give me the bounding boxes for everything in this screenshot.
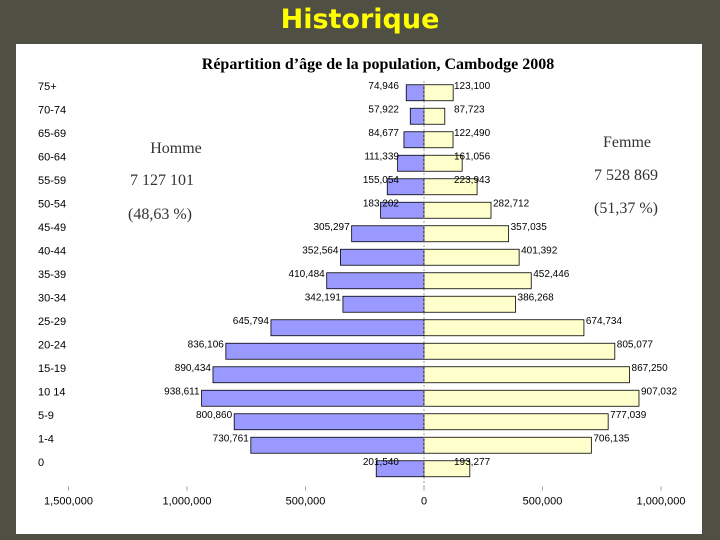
value-label-homme-3: 111,339 bbox=[364, 151, 399, 163]
bar-homme-8 bbox=[327, 273, 424, 289]
female-share: (51,37 %) bbox=[594, 200, 658, 217]
bar-femme-2 bbox=[424, 132, 453, 148]
bar-homme-7 bbox=[340, 249, 424, 265]
population-pyramid-chart bbox=[16, 44, 702, 534]
age-label-4: 55-59 bbox=[38, 174, 67, 187]
value-label-homme-9: 342,191 bbox=[304, 292, 341, 304]
age-labels-group bbox=[38, 81, 66, 469]
bar-homme-14 bbox=[234, 414, 424, 430]
bar-homme-13 bbox=[202, 390, 424, 406]
male-total: 7 127 101 bbox=[130, 172, 194, 189]
value-label-homme-16: 201,540 bbox=[362, 456, 399, 468]
value-label-femme-12: 867,250 bbox=[631, 362, 668, 374]
age-label-9: 30-34 bbox=[38, 292, 67, 305]
value-label-femme-3: 161,056 bbox=[454, 151, 491, 163]
bar-homme-10 bbox=[271, 320, 424, 336]
age-label-7: 40-44 bbox=[38, 245, 67, 258]
age-label-1: 70-74 bbox=[38, 104, 67, 117]
bar-femme-13 bbox=[424, 390, 639, 406]
x-tick-label-2: 500,000 bbox=[285, 495, 326, 508]
bar-homme-15 bbox=[251, 437, 424, 453]
value-label-femme-11: 805,077 bbox=[616, 339, 653, 351]
value-label-homme-11: 836,106 bbox=[187, 339, 224, 351]
value-label-femme-15: 706,135 bbox=[593, 433, 630, 445]
chart-title: Répartition d’âge de la population, Cambodge 2008 bbox=[201, 56, 555, 73]
value-label-homme-5: 183,202 bbox=[362, 198, 399, 210]
x-tick-label-1: 1,000,000 bbox=[162, 495, 212, 508]
value-label-femme-4: 223,943 bbox=[454, 174, 491, 186]
value-label-homme-6: 305,297 bbox=[313, 221, 350, 233]
value-label-homme-2: 84,677 bbox=[368, 127, 399, 139]
bar-homme-12 bbox=[213, 367, 424, 383]
age-label-5: 50-54 bbox=[38, 198, 67, 211]
bar-femme-6 bbox=[424, 226, 509, 242]
value-label-homme-13: 938,611 bbox=[164, 386, 200, 398]
age-label-16: 0 bbox=[38, 456, 45, 469]
value-label-homme-7: 352,564 bbox=[302, 245, 339, 257]
value-label-femme-1: 87,723 bbox=[454, 104, 485, 116]
age-label-2: 65-69 bbox=[38, 127, 67, 140]
value-label-homme-15: 730,761 bbox=[212, 433, 249, 445]
female-label: Femme bbox=[603, 134, 651, 151]
bar-femme-7 bbox=[424, 249, 519, 265]
male-share: (48,63 %) bbox=[128, 206, 192, 223]
bar-homme-0 bbox=[406, 85, 424, 101]
x-tick-label-0: 1,500,000 bbox=[44, 495, 93, 508]
bar-homme-6 bbox=[352, 226, 424, 242]
age-label-14: 5-9 bbox=[38, 409, 54, 422]
bar-homme-2 bbox=[404, 132, 424, 148]
value-label-femme-8: 452,446 bbox=[533, 268, 570, 280]
x-tick-label-3: 0 bbox=[420, 495, 428, 508]
bar-femme-12 bbox=[424, 367, 630, 383]
value-label-femme-6: 357,035 bbox=[510, 221, 547, 233]
x-tick-label-5: 1,000,000 bbox=[636, 495, 686, 508]
age-label-6: 45-49 bbox=[38, 221, 67, 234]
female-total: 7 528 869 bbox=[594, 167, 658, 184]
bar-femme-8 bbox=[424, 273, 531, 289]
bar-femme-0 bbox=[424, 85, 453, 101]
value-label-homme-0: 74,946 bbox=[368, 80, 399, 92]
value-label-femme-5: 282,712 bbox=[493, 198, 530, 210]
value-label-homme-14: 800,860 bbox=[196, 409, 233, 421]
bar-homme-1 bbox=[410, 108, 424, 124]
value-label-femme-14: 777,039 bbox=[610, 409, 647, 421]
age-label-11: 20-24 bbox=[38, 339, 67, 352]
bars-group bbox=[202, 85, 639, 477]
chart-panel bbox=[16, 44, 702, 534]
bar-femme-11 bbox=[424, 343, 615, 359]
value-label-homme-12: 890,434 bbox=[174, 362, 211, 374]
bar-femme-15 bbox=[424, 437, 591, 453]
age-label-15: 1-4 bbox=[38, 433, 54, 446]
age-label-8: 35-39 bbox=[38, 268, 67, 281]
bar-homme-11 bbox=[226, 343, 424, 359]
age-label-0: 75+ bbox=[38, 80, 57, 93]
value-label-femme-0: 123,100 bbox=[454, 80, 491, 92]
bar-homme-3 bbox=[398, 155, 424, 171]
value-label-femme-7: 401,392 bbox=[521, 245, 558, 257]
value-label-homme-1: 57,922 bbox=[368, 104, 399, 116]
bar-femme-5 bbox=[424, 202, 491, 218]
age-label-10: 25-29 bbox=[38, 315, 67, 328]
bar-femme-9 bbox=[424, 296, 516, 312]
value-label-homme-8: 410,484 bbox=[288, 268, 325, 280]
age-label-13: 10 14 bbox=[38, 386, 66, 399]
bar-femme-10 bbox=[424, 320, 584, 336]
bar-femme-14 bbox=[424, 414, 608, 430]
x-tick-label-4: 500,000 bbox=[522, 495, 563, 508]
value-label-femme-16: 193,277 bbox=[454, 456, 491, 468]
value-label-femme-2: 122,490 bbox=[454, 127, 491, 139]
slide-title: Historique bbox=[280, 4, 440, 35]
value-label-homme-4: 155,054 bbox=[362, 174, 399, 186]
value-label-femme-13: 907,032 bbox=[640, 386, 678, 398]
bar-homme-9 bbox=[343, 296, 424, 312]
age-label-3: 60-64 bbox=[38, 151, 67, 164]
value-label-femme-9: 386,268 bbox=[517, 292, 554, 304]
male-label: Homme bbox=[150, 140, 202, 157]
age-label-12: 15-19 bbox=[38, 362, 67, 375]
bar-femme-1 bbox=[424, 108, 445, 124]
value-label-femme-10: 674,734 bbox=[585, 315, 623, 327]
value-label-homme-10: 645,794 bbox=[232, 315, 269, 327]
